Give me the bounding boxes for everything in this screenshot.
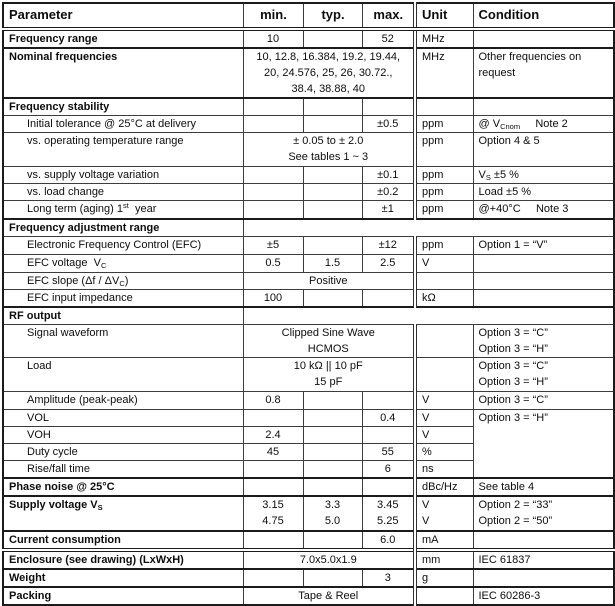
row-current-consumption: [3, 531, 614, 550]
row-supply-voltage: [3, 496, 614, 531]
cell-nominal-frequencies-1: 10, 12.8, 16.384, 19.2, 19.44, 20, 24.576, 25, 26, 30.72., 38.4, 38.88, 40: [243, 48, 415, 98]
cell-current-consumption-2: [303, 531, 362, 550]
cell-weight-1: [243, 569, 303, 587]
param-frequency-adjustment-range: Frequency adjustment range: [3, 219, 243, 237]
cell-efc-input-impedance-1: 100: [243, 289, 303, 307]
cell-efc-3: ±12: [362, 236, 415, 254]
param-packing: Packing: [3, 587, 243, 605]
cell-weight-2: [303, 569, 362, 587]
cell-vol-4: V: [415, 409, 473, 426]
cell-amplitude-4: V: [415, 391, 473, 409]
cell-signal-waveform-2: [415, 324, 473, 357]
cell-frequency-adjustment-range-1: [243, 219, 614, 237]
cell-supply-voltage-3: 3.45 5.25: [362, 496, 415, 531]
cell-current-consumption-5: [473, 531, 614, 550]
spec-table-body: [3, 29, 614, 605]
cell-duty-cycle-1: 45: [243, 443, 303, 460]
cell-vs-load-change-1: [243, 184, 303, 201]
cell-load-2: [415, 357, 473, 391]
param-supply-voltage: Supply voltage $V_S$: [3, 496, 243, 531]
row-enclosure: [3, 550, 614, 569]
cell-vs-supply-voltage-variation-2: [303, 167, 362, 184]
cell-initial-tolerance-5: @ $V_{Cnom}$ Note 2: [473, 116, 614, 133]
cell-weight-4: g: [415, 569, 473, 587]
row-efc-voltage: [3, 254, 614, 272]
cell-long-term-aging-4: ppm: [415, 201, 473, 219]
cell-phase-noise-4: dBc/Hz: [415, 478, 473, 496]
cell-long-term-aging-2: [303, 201, 362, 219]
col-header-parameter: Parameter: [3, 3, 243, 29]
cell-packing-2: [415, 587, 473, 605]
param-weight: Weight: [3, 569, 243, 587]
cell-frequency-stability-4: [415, 98, 473, 116]
cell-efc-slope-1: Positive: [243, 272, 415, 289]
cell-efc-input-impedance-4: kΩ: [415, 289, 473, 307]
row-frequency-range: [3, 29, 614, 48]
row-long-term-aging: [3, 201, 614, 219]
cell-duty-cycle-2: [303, 443, 362, 460]
header-row: [3, 3, 614, 29]
cell-vs-supply-voltage-variation-1: [243, 167, 303, 184]
row-packing: [3, 587, 614, 605]
cell-signal-waveform-1: Clipped Sine Wave HCMOS: [243, 324, 415, 357]
cell-efc-slope-2: [415, 272, 473, 289]
cell-rise-fall-time-4: ns: [415, 460, 473, 478]
cell-efc-voltage-1: 0.5: [243, 254, 303, 272]
cell-vol-2: [303, 409, 362, 426]
param-initial-tolerance: Initial tolerance @ 25°C at delivery: [3, 116, 243, 133]
row-weight: [3, 569, 614, 587]
cell-frequency-range-2: [303, 29, 362, 48]
cell-efc-input-impedance-3: [362, 289, 415, 307]
cell-efc-voltage-4: V: [415, 254, 473, 272]
cell-load-3: Option 3 = “C” Option 3 = “H”: [473, 357, 614, 391]
cell-initial-tolerance-1: [243, 116, 303, 133]
row-rf-output: [3, 307, 614, 325]
cell-efc-voltage-2: 1.5: [303, 254, 362, 272]
cell-vs-load-change-5: Load ±5 %: [473, 184, 614, 201]
col-header-unit: Unit: [415, 3, 473, 29]
cell-load-1: 10 kΩ || 10 pF 15 pF: [243, 357, 415, 391]
cell-enclosure-1: 7.0x5.0x1.9: [243, 550, 415, 569]
cell-vs-operating-temperature-range-1: ± 0.05 to ± 2.0 See tables 1 ~ 3: [243, 133, 415, 167]
row-signal-waveform: [3, 324, 614, 357]
cell-frequency-range-3: 52: [362, 29, 415, 48]
cell-phase-noise-5: See table 4: [473, 478, 614, 496]
cell-enclosure-3: IEC 61837: [473, 550, 614, 569]
cell-voh-3: [362, 426, 415, 443]
cell-long-term-aging-3: ±1: [362, 201, 415, 219]
cell-voh-4: V: [415, 426, 473, 443]
cell-initial-tolerance-3: ±0.5: [362, 116, 415, 133]
cell-frequency-range-1: 10: [243, 29, 303, 48]
cell-efc-voltage-3: 2.5: [362, 254, 415, 272]
spec-table: [2, 2, 615, 606]
param-efc-input-impedance: EFC input impedance: [3, 289, 243, 307]
param-nominal-frequencies: Nominal frequencies: [3, 48, 243, 98]
param-frequency-stability: Frequency stability: [3, 98, 243, 116]
cell-nominal-frequencies-2: MHz: [415, 48, 473, 98]
cell-efc-input-impedance-2: [303, 289, 362, 307]
cell-voh-2: [303, 426, 362, 443]
param-signal-waveform: Signal waveform: [3, 324, 243, 357]
param-vs-supply-voltage-variation: vs. supply voltage variation: [3, 167, 243, 184]
cell-frequency-stability-2: [303, 98, 362, 116]
cell-frequency-range-5: [473, 29, 614, 48]
param-current-consumption: Current consumption: [3, 531, 243, 550]
col-header-typ: typ.: [303, 3, 362, 29]
cell-frequency-stability-1: [243, 98, 303, 116]
cell-supply-voltage-2: 3.3 5.0: [303, 496, 362, 531]
cell-voh-1: 2.4: [243, 426, 303, 443]
cell-current-consumption-4: mA: [415, 531, 473, 550]
param-frequency-range: Frequency range: [3, 29, 243, 48]
cell-supply-voltage-5: Option 2 = “33” Option 2 = “50”: [473, 496, 614, 531]
cell-amplitude-3: [362, 391, 415, 409]
cell-frequency-stability-5: [473, 98, 614, 116]
row-nominal-frequencies: [3, 48, 614, 98]
cell-weight-5: [473, 569, 614, 587]
cell-vs-load-change-4: ppm: [415, 184, 473, 201]
cell-nominal-frequencies-3: Other frequencies on request: [473, 48, 614, 98]
row-load: [3, 357, 614, 391]
cell-efc-4: ppm: [415, 236, 473, 254]
cell-enclosure-2: mm: [415, 550, 473, 569]
cell-duty-cycle-4: %: [415, 443, 473, 460]
param-vs-load-change: vs. load change: [3, 184, 243, 201]
param-phase-noise: Phase noise @ 25°C: [3, 478, 243, 496]
param-amplitude: Amplitude (peak-peak): [3, 391, 243, 409]
row-efc: [3, 236, 614, 254]
param-voh: VOH: [3, 426, 243, 443]
cell-current-consumption-1: [243, 531, 303, 550]
row-phase-noise: [3, 478, 614, 496]
cell-phase-noise-2: [303, 478, 362, 496]
param-long-term-aging: Long term (aging) 1st year: [3, 201, 243, 219]
cell-rise-fall-time-1: [243, 460, 303, 478]
cell-phase-noise-1: [243, 478, 303, 496]
cell-long-term-aging-5: @+40°C Note 3: [473, 201, 614, 219]
cell-vs-load-change-2: [303, 184, 362, 201]
cell-amplitude-2: [303, 391, 362, 409]
cell-vs-operating-temperature-range-2: ppm: [415, 133, 473, 167]
cell-frequency-range-4: MHz: [415, 29, 473, 48]
cell-rise-fall-time-3: 6: [362, 460, 415, 478]
param-rise-fall-time: Rise/fall time: [3, 460, 243, 478]
cell-efc-slope-3: [473, 272, 614, 289]
row-vs-supply-voltage-variation: [3, 167, 614, 184]
param-enclosure: Enclosure (see drawing) (LxWxH): [3, 550, 243, 569]
cell-rf-output-1: [243, 307, 614, 325]
cell-duty-cycle-3: 55: [362, 443, 415, 460]
col-header-max: max.: [362, 3, 415, 29]
row-vs-load-change: [3, 184, 614, 201]
cell-current-consumption-3: 6.0: [362, 531, 415, 550]
cell-efc-2: [303, 236, 362, 254]
cell-vs-supply-voltage-variation-4: ppm: [415, 167, 473, 184]
cell-vol-3: 0.4: [362, 409, 415, 426]
cell-signal-waveform-3: Option 3 = “C” Option 3 = “H”: [473, 324, 614, 357]
cell-supply-voltage-4: V V: [415, 496, 473, 531]
cell-phase-noise-3: [362, 478, 415, 496]
row-frequency-adjustment-range: [3, 219, 614, 237]
spec-table-header: [3, 3, 614, 29]
cell-frequency-stability-3: [362, 98, 415, 116]
param-efc-slope: EFC slope $(\Delta f / \Delta V_C)$: [3, 272, 243, 289]
param-vol: VOL: [3, 409, 243, 426]
cell-packing-3: IEC 60286-3: [473, 587, 614, 605]
cell-initial-tolerance-2: [303, 116, 362, 133]
cell-weight-3: 3: [362, 569, 415, 587]
param-rf-output: RF output: [3, 307, 243, 325]
cell-supply-voltage-1: 3.15 4.75: [243, 496, 303, 531]
row-vol: [3, 409, 614, 426]
cell-amplitude-1: 0.8: [243, 391, 303, 409]
cell-vs-supply-voltage-variation-3: ±0.1: [362, 167, 415, 184]
param-load: Load: [3, 357, 243, 391]
cell-long-term-aging-1: [243, 201, 303, 219]
param-vs-operating-temperature-range: vs. operating temperature range: [3, 133, 243, 167]
cell-initial-tolerance-4: ppm: [415, 116, 473, 133]
cell-vol-5: Option 3 = “H”: [473, 409, 614, 478]
row-initial-tolerance: [3, 116, 614, 133]
row-efc-slope: [3, 272, 614, 289]
cell-packing-1: Tape & Reel: [243, 587, 415, 605]
cell-efc-1: ±5: [243, 236, 303, 254]
cell-vs-operating-temperature-range-3: Option 4 & 5: [473, 133, 614, 167]
row-efc-input-impedance: [3, 289, 614, 307]
row-vs-operating-temperature-range: [3, 133, 614, 167]
col-header-min: min.: [243, 3, 303, 29]
row-frequency-stability: [3, 98, 614, 116]
cell-vol-1: [243, 409, 303, 426]
cell-efc-input-impedance-5: [473, 289, 614, 307]
cell-rise-fall-time-2: [303, 460, 362, 478]
param-efc: Electronic Frequency Control (EFC): [3, 236, 243, 254]
cell-vs-load-change-3: ±0.2: [362, 184, 415, 201]
row-amplitude: [3, 391, 614, 409]
cell-vs-supply-voltage-variation-5: $V_S \pm 5$ %: [473, 167, 614, 184]
cell-efc-voltage-5: [473, 254, 614, 272]
col-header-condition: Condition: [473, 3, 614, 29]
cell-efc-5: Option 1 = “V”: [473, 236, 614, 254]
param-efc-voltage: EFC voltage $V_C$: [3, 254, 243, 272]
cell-amplitude-5: Option 3 = “C”: [473, 391, 614, 409]
param-duty-cycle: Duty cycle: [3, 443, 243, 460]
